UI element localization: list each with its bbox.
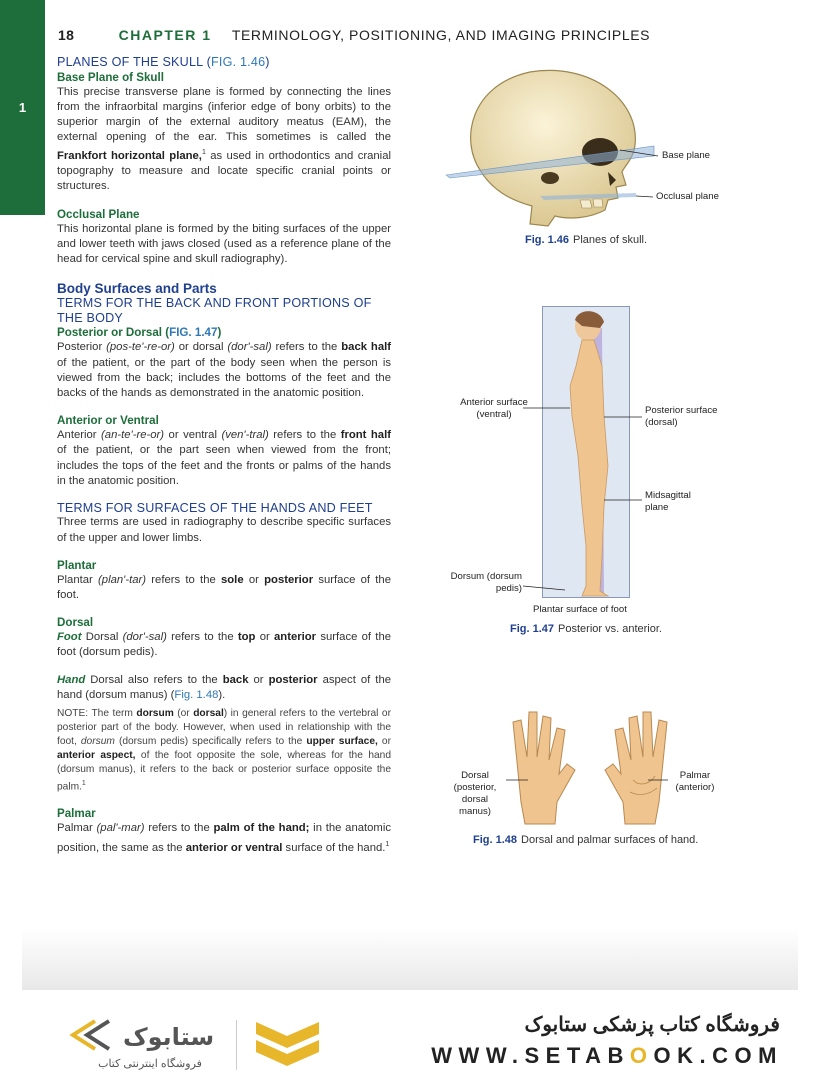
anterior-text: Anterior (an-te'-re-or) or ventral (ven'-tral) refers to the front half of the patient, or the part seen when viewed from the front; includes the tops of the feet and the fronts or palms of the hands in the anatomic position. xyxy=(57,429,391,487)
hands-illustration xyxy=(495,702,685,827)
brand-subtitle: فروشگاه اینترنتی کتاب xyxy=(98,1058,202,1070)
page-bottom-fade xyxy=(22,928,798,990)
plantar-heading: Plantar xyxy=(57,558,97,572)
dorsal-foot-text: Foot Dorsal (dor'-sal) refers to the top or anterior surface of the foot (dorsum pedis). xyxy=(57,631,392,659)
occlusal-plane-text: This horizontal plane is formed by the biting surfaces of the upper and lower teeth with jaws closed (used as a reference plane of the head for cervical spine and skull radiography). xyxy=(57,222,391,266)
occlusal-plane-heading: Occlusal Plane xyxy=(57,207,140,221)
chevron-logo-icon xyxy=(250,1014,325,1076)
running-header xyxy=(58,27,798,43)
palmar-hand-label: Palmar (anterior) xyxy=(675,770,715,793)
occlusal-plane-label: Occlusal plane xyxy=(656,191,719,202)
store-title: فروشگاه کتاب پزشکی ستابوک xyxy=(524,1014,780,1036)
base-plane-label: Base plane xyxy=(662,150,711,161)
store-url[interactable]: WWW.SETABOOK.COM xyxy=(431,1043,783,1068)
fig-ref[interactable]: FIG. 1.46 xyxy=(210,55,266,69)
footer-divider xyxy=(236,1020,237,1070)
brand-logo-text: ستابوک xyxy=(123,1023,215,1051)
anterior-heading: Anterior or Ventral xyxy=(57,414,159,428)
posterior-heading: Posterior or Dorsal (FIG. 1.47) xyxy=(57,326,222,340)
page-number: 18 xyxy=(58,27,75,43)
fig-1-46-caption: Fig. 1.46 Planes of skull. xyxy=(525,234,648,246)
base-plane-heading: Base Plane of Skull xyxy=(57,70,164,84)
body-surfaces-heading: Body Surfaces and Parts xyxy=(57,281,217,297)
dorsal-hand-text: Hand Dorsal also refers to the back or posterior aspect of the hand (dorsum manus) (Fig. 1.48). xyxy=(57,673,392,701)
fig-ref[interactable]: Fig. 1.48 xyxy=(174,688,219,701)
text-column xyxy=(57,55,391,856)
body-silhouette xyxy=(542,306,630,598)
palmar-heading: Palmar xyxy=(57,807,96,821)
palmar-text: Palmar (pal'-mar) refers to the palm of the hand; in the anatomic position, the same as the anterior or ventral surface of the hand.$^1$ xyxy=(57,822,391,854)
midsagittal-plane-label: Midsagittal plane xyxy=(645,490,691,513)
anterior-surface-label: Anterior surface (ventral) xyxy=(460,397,528,420)
fig-ref[interactable]: FIG. 1.47 xyxy=(169,326,218,340)
dorsal-heading: Dorsal xyxy=(57,616,94,630)
side-tab-number: 1 xyxy=(18,100,27,115)
surfaces-intro: Three terms are used in radiography to describe specific surfaces of the upper and lower limbs. xyxy=(57,516,391,544)
hands-feet-subheading: TERMS FOR SURFACES OF THE HANDS AND FEET xyxy=(57,500,373,515)
chapter-side-tab xyxy=(0,0,45,215)
back-front-subheading: TERMS FOR THE BACK AND FRONT PORTIONS OF THE BODY xyxy=(57,296,372,325)
posterior-text: Posterior (pos-te'-re-or) or dorsal (dor'-sal) refers to the back half of the patient, or the part of the body seen when the person is viewed from the back; includes the bottoms of the feet and the backs of the hands as demonstrated in the anatomic position. xyxy=(57,341,392,399)
chapter-label: CHAPTER 1 xyxy=(118,27,212,43)
skull-illustration xyxy=(440,60,660,230)
base-plane-text: This precise transverse plane is formed by connecting the lines from the infraorbital margins (inferior edge of bony orbits) to the superior margin of the external auditory meatus (EAM), the external opening of the ear. This sometimes is called the Frankfort horizontal plane,$^1$ as used in orthodontics and cranial topography to measure and locate specific cranial points or structures. xyxy=(57,85,391,193)
posterior-surface-label: Posterior surface (dorsal) xyxy=(645,405,718,428)
note-text: NOTE: The term dorsum (or dorsal) in general refers to the vertebral or posterior part of the body. However, when used in relationship with the foot, dorsum (dorsum pedis) specifically refers to the upper surface, or anterior aspect, of the foot opposite the sole, whereas for the hand (dorsum manus), it refers to the back or posterior surface opposite the palm.$^1$ xyxy=(57,708,391,793)
planes-heading: PLANES OF THE SKULL (FIG. 1.46) xyxy=(57,55,270,69)
plantar-surface-label: Plantar surface of foot xyxy=(533,604,627,615)
chapter-title: TERMINOLOGY, POSITIONING, AND IMAGING PRINCIPLES xyxy=(231,27,651,43)
fig-1-48-caption: Fig. 1.48 Dorsal and palmar surfaces of hand. xyxy=(473,834,699,846)
setabook-logo[interactable] xyxy=(65,1015,215,1055)
plantar-text: Plantar (plan'-tar) refers to the sole or posterior surface of the foot. xyxy=(57,573,392,602)
fig-1-47-caption: Fig. 1.47 Posterior vs. anterior. xyxy=(510,623,662,635)
dorsum-pedis-label: Dorsum (dorsum pedis) xyxy=(450,571,522,594)
dorsal-hand-label: Dorsal (posterior, dorsal manus) xyxy=(453,770,497,817)
